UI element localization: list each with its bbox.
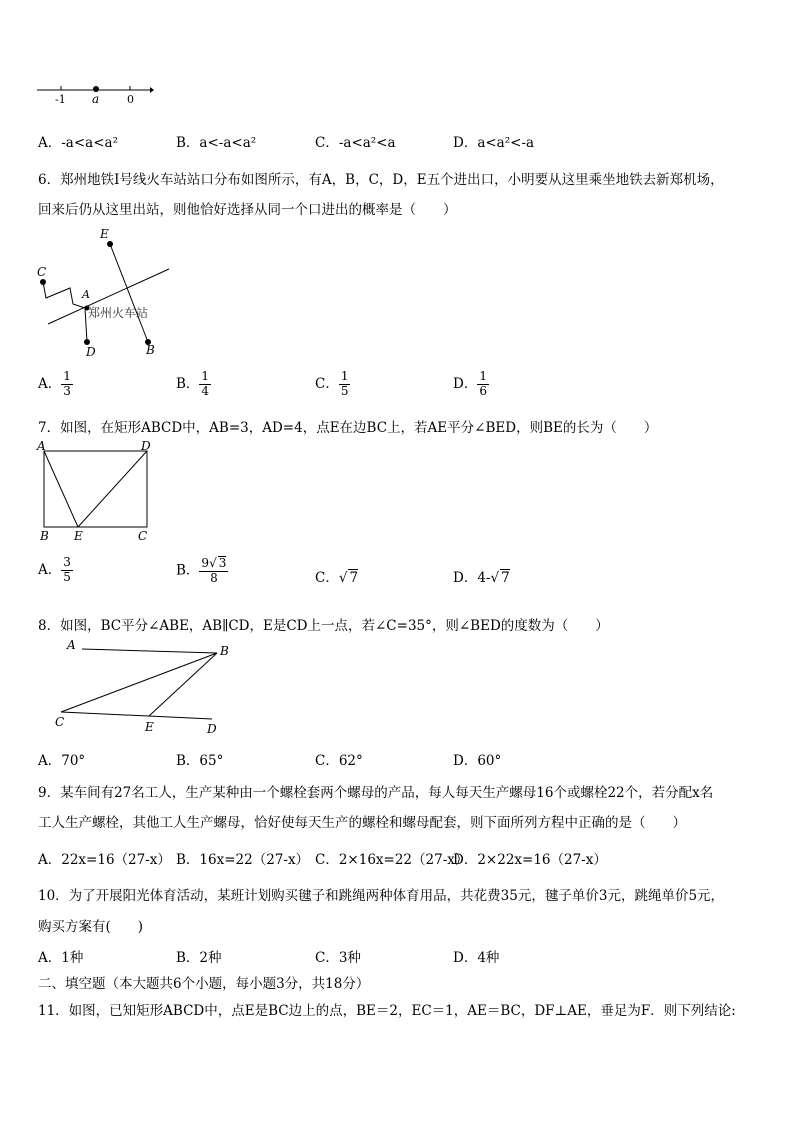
q5-option-b[interactable]: B．a<-a<a² xyxy=(176,135,257,151)
q7-option-b[interactable] xyxy=(176,556,228,586)
section-heading: 二、填空题（本大题共6个小题，每小题3分，共18分） xyxy=(38,976,370,992)
q8-option-c[interactable]: C．62° xyxy=(315,753,363,769)
label-B: B xyxy=(220,644,229,658)
q9-option-c[interactable]: C．2×16x=22（27-x） xyxy=(315,852,469,868)
q9-option-a[interactable]: A．22x=16（27-x） xyxy=(38,852,171,868)
q10-option-d[interactable]: D．4种 xyxy=(453,950,500,966)
q6-option-d-label: D． xyxy=(453,375,478,392)
q10-stem-line1: 10．为了开展阳光体育活动，某班计划购买毽子和跳绳两种体育用品，共花费35元，毽子单价3元，跳绳单价5元， xyxy=(38,888,725,904)
q8-stem-line1: 8．如图，BC平分∠ABE，AB∥CD，E是CD上一点，若∠C=35°，则∠BED的度数为（ ） xyxy=(38,618,609,634)
tick-label-zero: 0 xyxy=(127,93,134,106)
q10-option-a[interactable]: A．1种 xyxy=(38,950,84,966)
q9-option-d[interactable]: D．2×22x=16（27-x） xyxy=(453,852,607,868)
label-C: C xyxy=(138,529,148,543)
label-A: A xyxy=(82,288,90,301)
q8-option-a[interactable]: A．70° xyxy=(38,753,86,769)
station-label: 郑州火车站 xyxy=(88,306,149,320)
q7-rectangle-figure xyxy=(34,438,156,544)
point-a-label: a xyxy=(92,92,100,106)
tick-label-minus-one: -1 xyxy=(55,93,66,106)
q7-option-c[interactable]: C．√ 7 xyxy=(315,570,359,586)
q7-option-b-label: B． xyxy=(176,562,200,579)
fraction-denominator: 5 xyxy=(63,569,71,584)
q8-parallel-lines-figure xyxy=(52,636,237,738)
q7-option-d[interactable]: D．4-√ 7 xyxy=(453,570,510,586)
radicand: 7 xyxy=(501,570,510,586)
label-E: E xyxy=(145,720,154,734)
q6-option-b[interactable] xyxy=(176,370,211,399)
q7-option-a[interactable] xyxy=(38,556,73,585)
fraction-denominator: 4 xyxy=(201,383,210,398)
q7-option-d-label: D．4- xyxy=(453,570,491,586)
label-D: D xyxy=(207,722,217,736)
q11-stem-line1: 11．如图，已知矩形ABCD中，点E是BC边上的点，BE＝2，EC＝1，AE＝BC，DF⊥AE，垂足为F．则下列结论: xyxy=(38,1003,736,1019)
label-C: C xyxy=(37,265,47,279)
label-D: D xyxy=(86,345,96,359)
q9-stem-line1: 9．某车间有27名工人，生产某种由一个螺栓套两个螺母的产品，每人每天生产螺母16个或螺栓22个，若分配x名 xyxy=(38,785,714,801)
radicand: 3 xyxy=(218,556,227,570)
label-A: A xyxy=(67,638,76,652)
fraction-denominator: 5 xyxy=(340,383,349,398)
fraction-numerator: 1 xyxy=(201,369,210,383)
q7-option-a-label: A． xyxy=(38,561,62,578)
q10-option-c[interactable]: C．3种 xyxy=(315,950,361,966)
fraction-numerator: 1 xyxy=(340,369,349,383)
number-line-arrow xyxy=(150,87,154,93)
q6-option-c-label: C． xyxy=(315,375,339,392)
q6-stem-line1: 6．郑州地铁Ⅰ号线火车站站口分布如图所示，有A，B，C，D，E五个进出口，小明要从这里乘坐地铁去新郑机场， xyxy=(38,172,724,188)
label-C: C xyxy=(55,715,65,729)
q6-station-map-figure xyxy=(33,226,175,360)
label-B: B xyxy=(146,343,155,357)
q6-stem-line2: 回来后仍从这里出站，则他恰好选择从同一个口进出的概率是（ ） xyxy=(38,202,457,218)
fraction-numerator: 1 xyxy=(479,369,487,383)
q5-option-a[interactable]: A．-a<a<a² xyxy=(38,135,118,151)
q5-option-d[interactable]: D．a<a²<-a xyxy=(453,135,535,151)
label-A: A xyxy=(37,439,46,453)
fraction-numerator: 9√ 3 xyxy=(201,556,227,570)
fraction-numerator: 1 xyxy=(63,369,71,383)
q6-option-a-label: A． xyxy=(38,375,62,392)
q9-option-b[interactable]: B．16x=22（27-x） xyxy=(176,852,310,868)
fraction-denominator: 6 xyxy=(479,383,487,398)
label-B: B xyxy=(40,529,49,543)
q9-stem-line2: 工人生产螺栓，其他工人生产螺母，恰好使每天生产的螺栓和螺母配套，则下面所列方程中正确的是（ ） xyxy=(38,815,686,831)
radicand: 7 xyxy=(349,570,359,586)
q6-option-a[interactable] xyxy=(38,370,73,399)
label-D: D xyxy=(141,439,151,453)
q8-option-d[interactable]: D．60° xyxy=(453,753,502,769)
q7-option-c-label: C． xyxy=(315,570,339,586)
q8-option-b[interactable]: B．65° xyxy=(176,753,224,769)
q5-option-c[interactable]: C．-a<a²<a xyxy=(315,135,396,151)
fraction-denominator: 3 xyxy=(63,383,71,398)
coefficient: 9 xyxy=(201,556,210,570)
label-E: E xyxy=(100,227,109,241)
q7-stem-line1: 7．如图，在矩形ABCD中，AB=3，AD=4，点E在边BC上，若AE平分∠BED，则BE的长为（ ） xyxy=(38,420,658,436)
q10-option-b[interactable]: B．2种 xyxy=(176,950,222,966)
number-line-figure xyxy=(36,82,154,108)
q10-stem-line2: 购买方案有( ) xyxy=(38,919,144,935)
q6-option-c[interactable] xyxy=(315,370,350,399)
label-E: E xyxy=(74,529,83,543)
q6-option-b-label: B． xyxy=(176,375,200,392)
fraction-numerator: 3 xyxy=(63,555,71,569)
fraction-denominator: 8 xyxy=(210,570,218,585)
q6-option-d[interactable] xyxy=(453,370,489,399)
